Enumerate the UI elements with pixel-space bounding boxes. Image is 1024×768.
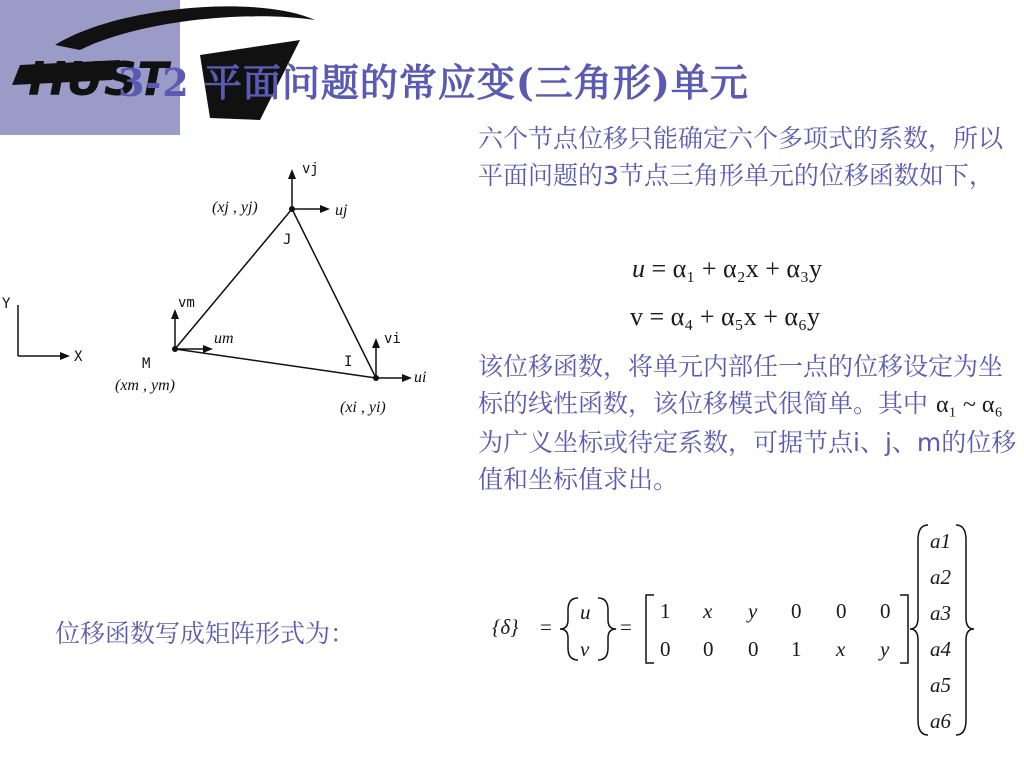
brace-left	[560, 598, 578, 660]
paragraph-explanation	[478, 348, 1018, 498]
label-node-j: J	[283, 232, 292, 248]
m-r1c2: x	[703, 599, 713, 623]
equation-v-rhs: = α₄ + α₅x + α₆y	[649, 302, 821, 331]
brace-right	[598, 598, 616, 660]
label-ui: ui	[414, 369, 427, 386]
bracket-right	[900, 595, 908, 663]
m-r2c5: x	[836, 637, 846, 661]
coeff-brace-right	[956, 525, 974, 735]
equation-u-rhs: = α₁ + α₂x + α₃y	[651, 254, 823, 283]
triangle-element-diagram	[0, 150, 470, 450]
paragraph2-part-a: 该位移函数，将单元内部任一点的位移设定为坐标的线性函数，该位移模式很简单。其中	[478, 352, 1004, 418]
bracket-left	[646, 595, 654, 663]
y-axis-label: Y	[2, 296, 11, 312]
coord-m: (xm , ym)	[115, 377, 175, 394]
equation-v	[630, 302, 820, 332]
logo-text: HUST	[28, 52, 169, 106]
vj-arrow-icon	[288, 169, 296, 179]
m-r2c6: y	[880, 637, 890, 661]
ui-arrow-icon	[402, 374, 412, 382]
svg-text:=: =	[620, 615, 632, 639]
m-r1c4: 0	[791, 599, 802, 623]
m-r1c5: 0	[836, 599, 847, 623]
label-um: um	[214, 330, 234, 347]
coeff-a2: a2	[930, 565, 951, 589]
matrix-equation	[488, 520, 988, 750]
label-vm: vm	[178, 295, 195, 311]
paragraph2-part-b: 为广义坐标或待定系数，可据节点i、j、m的位移值和坐标值求出。	[478, 428, 1017, 494]
coord-j: (xj , yj)	[212, 199, 258, 216]
uj-arrow-icon	[320, 205, 330, 213]
vector-v: v	[580, 637, 590, 661]
coeff-a3: a3	[930, 601, 951, 625]
m-r2c3: 0	[748, 637, 759, 661]
m-r1c3: y	[748, 599, 758, 623]
equation-v-lhs: v	[630, 302, 643, 331]
coeff-brace-left	[910, 525, 928, 735]
matrix-lhs: {δ}	[492, 615, 519, 639]
equation-u	[632, 254, 822, 284]
um-arrow-icon	[203, 345, 213, 353]
edge-ji	[292, 209, 376, 378]
m-r1c6: 0	[880, 599, 891, 623]
edge-jm	[175, 209, 292, 349]
slide-title: 3-2 平面问题的常应变(三角形)单元	[118, 60, 749, 105]
vi-arrow-icon	[372, 338, 380, 348]
m-r2c1: 0	[660, 637, 671, 661]
label-uj: uj	[335, 202, 348, 219]
label-vi: vi	[384, 331, 401, 347]
coeff-a6: a6	[930, 709, 951, 733]
matrix-label: 位移函数写成矩阵形式为：	[55, 619, 356, 648]
coeff-a5: a5	[930, 673, 951, 697]
coeff-a4: a4	[930, 637, 951, 661]
paragraph-intro: 六个节点位移只能确定六个多项式的系数，所以平面问题的3节点三角形单元的位移函数如下，	[478, 124, 1004, 190]
m-r2c4: 1	[791, 637, 802, 661]
vector-u: u	[580, 600, 591, 624]
label-vj: vj	[302, 161, 319, 177]
alpha-range: α₁ ~ α₆	[935, 392, 1003, 418]
svg-text:=: =	[540, 615, 552, 639]
m-r1c1: 1	[660, 599, 671, 623]
m-r2c2: 0	[703, 637, 714, 661]
x-axis-label: X	[74, 349, 83, 365]
label-node-m: M	[142, 356, 151, 372]
coeff-a1: a1	[930, 529, 951, 553]
x-axis-arrow-icon	[60, 352, 70, 360]
coord-i: (xi , yi)	[340, 399, 386, 416]
label-node-i: I	[344, 354, 353, 370]
equation-u-lhs: u	[632, 254, 645, 283]
